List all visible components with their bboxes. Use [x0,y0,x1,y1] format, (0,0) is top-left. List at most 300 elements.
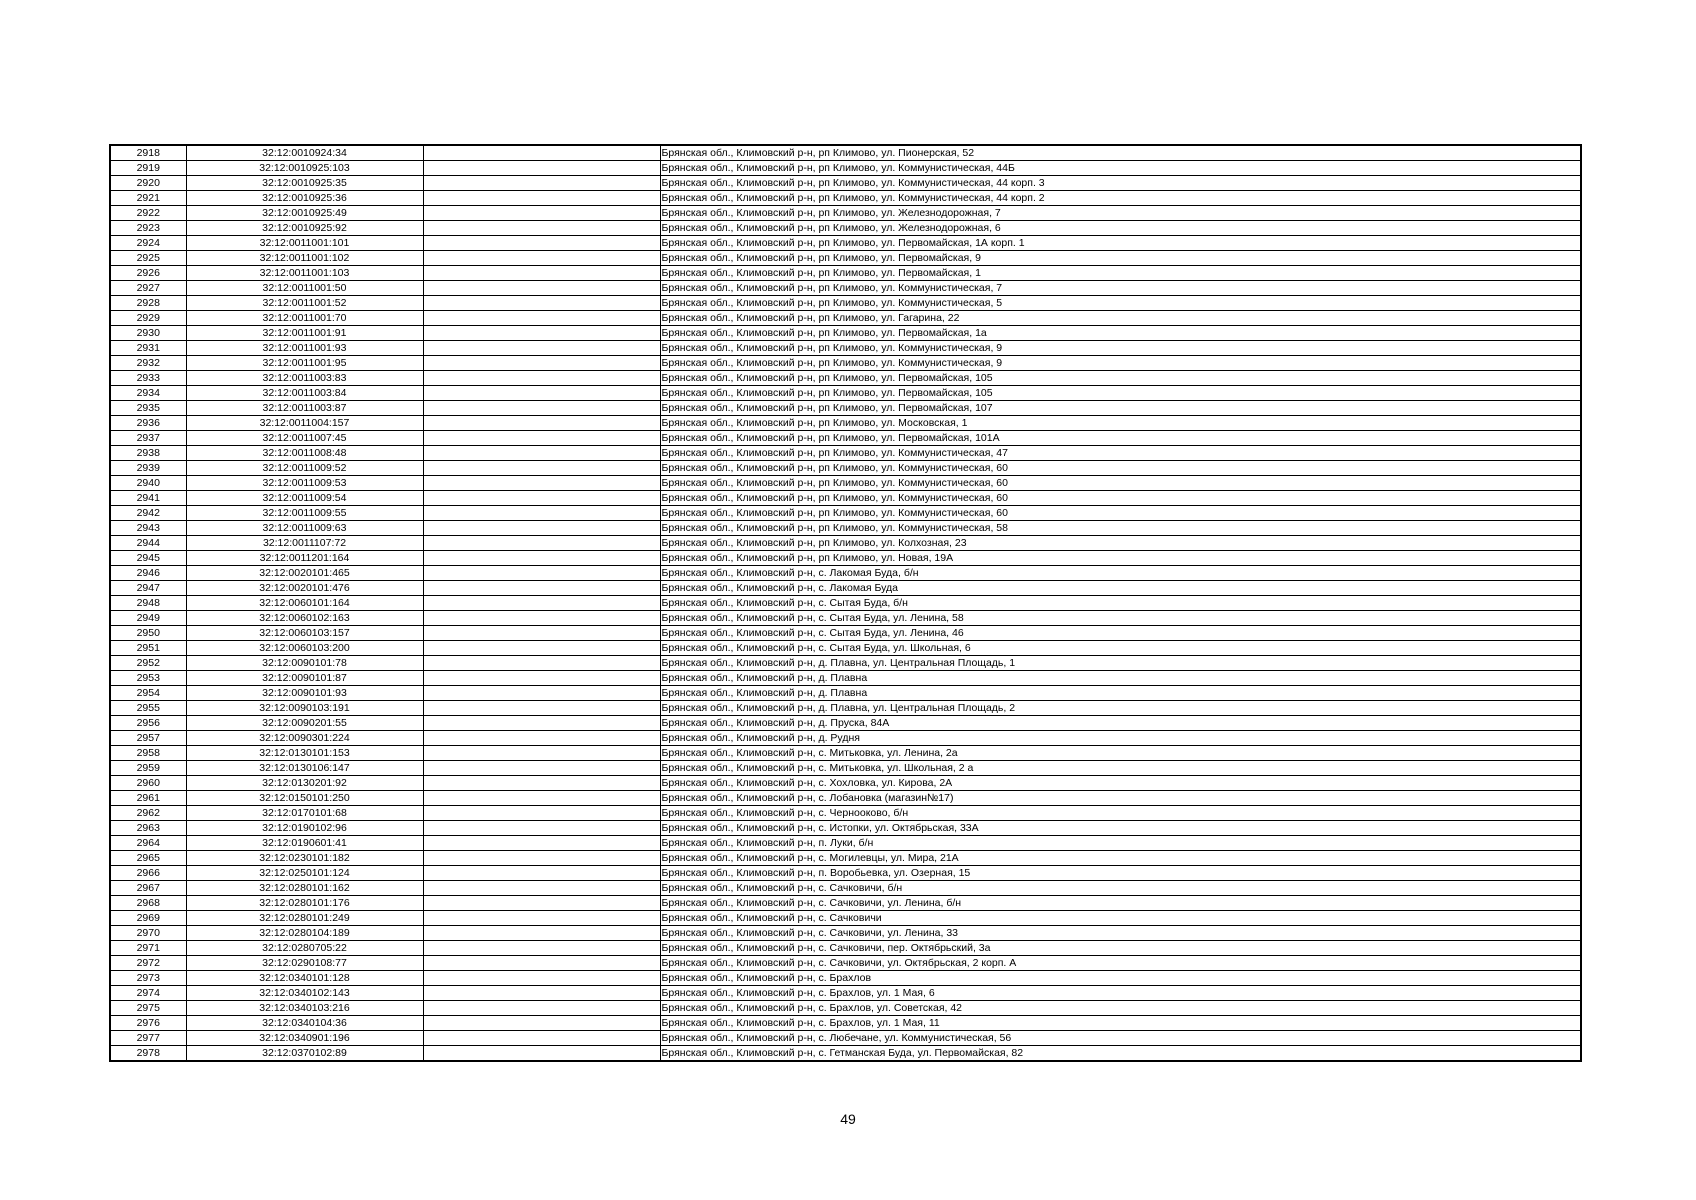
empty-cell [423,791,660,806]
cadastral-number-cell: 32:12:0090103:191 [186,701,423,716]
row-number-cell: 2969 [110,911,186,926]
empty-cell [423,746,660,761]
empty-cell [423,476,660,491]
address-cell: Брянская обл., Климовский р-н, рп Климово, ул. Коммунистическая, 60 [660,491,1581,506]
table-row [110,1001,1581,1016]
empty-cell [423,986,660,1001]
empty-cell [423,296,660,311]
address-cell: Брянская обл., Климовский р-н, рп Климово, ул. Пионерская, 52 [660,145,1581,161]
empty-cell [423,1031,660,1046]
row-number-cell: 2933 [110,371,186,386]
table-row [110,926,1581,941]
empty-cell [423,806,660,821]
empty-cell [423,911,660,926]
table-row [110,806,1581,821]
cadastral-number-cell: 32:12:0011003:87 [186,401,423,416]
row-number-cell: 2930 [110,326,186,341]
row-number-cell: 2978 [110,1046,186,1062]
empty-cell [423,551,660,566]
row-number-cell: 2977 [110,1031,186,1046]
cadastral-number-cell: 32:12:0011001:52 [186,296,423,311]
cadastral-number-cell: 32:12:0020101:465 [186,566,423,581]
address-cell: Брянская обл., Климовский р-н, рп Климово, ул. Коммунистическая, 47 [660,446,1581,461]
cadastral-number-cell: 32:12:0010924:34 [186,145,423,161]
cadastral-number-cell: 32:12:0170101:68 [186,806,423,821]
cadastral-number-cell: 32:12:0011003:84 [186,386,423,401]
cadastral-number-cell: 32:12:0340101:128 [186,971,423,986]
row-number-cell: 2948 [110,596,186,611]
row-number-cell: 2922 [110,206,186,221]
address-cell: Брянская обл., Климовский р-н, рп Климово, ул. Железнодорожная, 6 [660,221,1581,236]
row-number-cell: 2971 [110,941,186,956]
row-number-cell: 2967 [110,881,186,896]
row-number-cell: 2942 [110,506,186,521]
address-cell: Брянская обл., Климовский р-н, с. Лакомая Буда [660,581,1581,596]
table-row [110,716,1581,731]
table-row [110,656,1581,671]
address-cell: Брянская обл., Климовский р-н, рп Климово, ул. Коммунистическая, 44 корп. 3 [660,176,1581,191]
table-row [110,911,1581,926]
table-row [110,476,1581,491]
cadastral-number-cell: 32:12:0060103:157 [186,626,423,641]
table-row [110,761,1581,776]
address-cell: Брянская обл., Климовский р-н, рп Климово, ул. Коммунистическая, 44 корп. 2 [660,191,1581,206]
address-cell: Брянская обл., Климовский р-н, с. Любечане, ул. Коммунистическая, 56 [660,1031,1581,1046]
table-row [110,866,1581,881]
address-cell: Брянская обл., Климовский р-н, с. Брахлов, ул. Советская, 42 [660,1001,1581,1016]
empty-cell [423,386,660,401]
table-row [110,341,1581,356]
empty-cell [423,266,660,281]
cadastral-number-cell: 32:12:0090301:224 [186,731,423,746]
table-row [110,236,1581,251]
cadastral-number-cell: 32:12:0020101:476 [186,581,423,596]
cadastral-number-cell: 32:12:0011009:63 [186,521,423,536]
row-number-cell: 2931 [110,341,186,356]
table-row [110,311,1581,326]
table-row [110,956,1581,971]
address-cell: Брянская обл., Климовский р-н, с. Сытая Буда, ул. Ленина, 58 [660,611,1581,626]
table-row [110,986,1581,1001]
address-cell: Брянская обл., Климовский р-н, д. Плавна [660,671,1581,686]
table-row [110,566,1581,581]
row-number-cell: 2937 [110,431,186,446]
row-number-cell: 2968 [110,896,186,911]
address-cell: Брянская обл., Климовский р-н, с. Могилевцы, ул. Мира, 21А [660,851,1581,866]
table-row [110,896,1581,911]
empty-cell [423,1046,660,1062]
row-number-cell: 2935 [110,401,186,416]
empty-cell [423,356,660,371]
empty-cell [423,731,660,746]
empty-cell [423,941,660,956]
address-cell: Брянская обл., Климовский р-н, д. Пруска, 84А [660,716,1581,731]
row-number-cell: 2965 [110,851,186,866]
cadastral-number-cell: 32:12:0340102:143 [186,986,423,1001]
empty-cell [423,371,660,386]
empty-cell [423,641,660,656]
row-number-cell: 2945 [110,551,186,566]
table-row [110,266,1581,281]
cadastral-number-cell: 32:12:0010925:103 [186,161,423,176]
table-row [110,596,1581,611]
address-cell: Брянская обл., Климовский р-н, с. Сачковичи, ул. Ленина, б/н [660,896,1581,911]
cadastral-number-cell: 32:12:0010925:36 [186,191,423,206]
cadastral-number-cell: 32:12:0340104:36 [186,1016,423,1031]
address-cell: Брянская обл., Климовский р-н, рп Климово, ул. Первомайская, 9 [660,251,1581,266]
row-number-cell: 2946 [110,566,186,581]
table-row [110,1031,1581,1046]
cadastral-number-cell: 32:12:0280101:162 [186,881,423,896]
row-number-cell: 2921 [110,191,186,206]
cadastral-number-cell: 32:12:0011001:50 [186,281,423,296]
row-number-cell: 2927 [110,281,186,296]
table-row [110,281,1581,296]
table-row [110,251,1581,266]
row-number-cell: 2957 [110,731,186,746]
address-cell: Брянская обл., Климовский р-н, рп Климово, ул. Московская, 1 [660,416,1581,431]
address-cell: Брянская обл., Климовский р-н, рп Климово, ул. Коммунистическая, 9 [660,341,1581,356]
address-cell: Брянская обл., Климовский р-н, с. Сачковичи, ул. Октябрьская, 2 корп. А [660,956,1581,971]
address-cell: Брянская обл., Климовский р-н, с. Митьковка, ул. Школьная, 2 а [660,761,1581,776]
empty-cell [423,716,660,731]
cadastral-number-cell: 32:12:0090101:93 [186,686,423,701]
row-number-cell: 2961 [110,791,186,806]
address-cell: Брянская обл., Климовский р-н, с. Брахлов [660,971,1581,986]
empty-cell [423,926,660,941]
address-cell: Брянская обл., Климовский р-н, рп Климово, ул. Первомайская, 101А [660,431,1581,446]
cadastral-number-cell: 32:12:0011001:103 [186,266,423,281]
page-number: 49 [840,1111,856,1127]
empty-cell [423,836,660,851]
row-number-cell: 2940 [110,476,186,491]
row-number-cell: 2932 [110,356,186,371]
address-cell: Брянская обл., Климовский р-н, с. Гетманская Буда, ул. Первомайская, 82 [660,1046,1581,1062]
table-row [110,536,1581,551]
row-number-cell: 2955 [110,701,186,716]
table-row [110,581,1581,596]
table-row [110,776,1581,791]
cadastral-number-cell: 32:12:0011001:102 [186,251,423,266]
address-cell: Брянская обл., Климовский р-н, рп Климово, ул. Коммунистическая, 44Б [660,161,1581,176]
cadastral-number-cell: 32:12:0011201:164 [186,551,423,566]
row-number-cell: 2956 [110,716,186,731]
row-number-cell: 2964 [110,836,186,851]
address-cell: Брянская обл., Климовский р-н, с. Лобановка (магазин№17) [660,791,1581,806]
table-row [110,326,1581,341]
row-number-cell: 2934 [110,386,186,401]
address-cell: Брянская обл., Климовский р-н, рп Климово, ул. Коммунистическая, 58 [660,521,1581,536]
empty-cell [423,221,660,236]
cadastral-number-cell: 32:12:0190102:96 [186,821,423,836]
table-row [110,641,1581,656]
empty-cell [423,491,660,506]
cadastral-number-cell: 32:12:0230101:182 [186,851,423,866]
address-cell: Брянская обл., Климовский р-н, с. Сачковичи [660,911,1581,926]
row-number-cell: 2925 [110,251,186,266]
empty-cell [423,611,660,626]
address-cell: Брянская обл., Климовский р-н, рп Климово, ул. Коммунистическая, 7 [660,281,1581,296]
address-cell: Брянская обл., Климовский р-н, рп Климово, ул. Коммунистическая, 9 [660,356,1581,371]
address-cell: Брянская обл., Климовский р-н, д. Плавна [660,686,1581,701]
cadastral-number-cell: 32:12:0280705:22 [186,941,423,956]
cadastral-number-cell: 32:12:0060101:164 [186,596,423,611]
row-number-cell: 2952 [110,656,186,671]
row-number-cell: 2960 [110,776,186,791]
table-row [110,161,1581,176]
table-row [110,731,1581,746]
cadastral-number-cell: 32:12:0011001:93 [186,341,423,356]
row-number-cell: 2972 [110,956,186,971]
cadastral-number-cell: 32:12:0280101:176 [186,896,423,911]
address-cell: Брянская обл., Климовский р-н, с. Чернооково, б/н [660,806,1581,821]
cadastral-number-cell: 32:12:0190601:41 [186,836,423,851]
cadastral-number-cell: 32:12:0011001:91 [186,326,423,341]
address-cell: Брянская обл., Климовский р-н, п. Луки, б/н [660,836,1581,851]
empty-cell [423,311,660,326]
empty-cell [423,521,660,536]
row-number-cell: 2923 [110,221,186,236]
empty-cell [423,881,660,896]
address-cell: Брянская обл., Климовский р-н, рп Климово, ул. Коммунистическая, 60 [660,461,1581,476]
row-number-cell: 2975 [110,1001,186,1016]
cadastral-number-cell: 32:12:0011004:157 [186,416,423,431]
row-number-cell: 2939 [110,461,186,476]
address-cell: Брянская обл., Климовский р-н, д. Рудня [660,731,1581,746]
cadastral-number-cell: 32:12:0250101:124 [186,866,423,881]
row-number-cell: 2951 [110,641,186,656]
cadastral-number-cell: 32:12:0090101:87 [186,671,423,686]
address-cell: Брянская обл., Климовский р-н, рп Климово, ул. Гагарина, 22 [660,311,1581,326]
row-number-cell: 2943 [110,521,186,536]
row-number-cell: 2938 [110,446,186,461]
address-cell: Брянская обл., Климовский р-н, с. Сачковичи, ул. Ленина, 33 [660,926,1581,941]
row-number-cell: 2976 [110,1016,186,1031]
cadastral-number-cell: 32:12:0010925:49 [186,206,423,221]
row-number-cell: 2963 [110,821,186,836]
empty-cell [423,506,660,521]
table-row [110,626,1581,641]
cadastral-number-cell: 32:12:0011001:70 [186,311,423,326]
table-row [110,671,1581,686]
table-row [110,356,1581,371]
empty-cell [423,145,660,161]
row-number-cell: 2954 [110,686,186,701]
empty-cell [423,281,660,296]
table-row [110,746,1581,761]
cadastral-number-cell: 32:12:0011009:54 [186,491,423,506]
empty-cell [423,206,660,221]
cadastral-number-cell: 32:12:0090201:55 [186,716,423,731]
row-number-cell: 2926 [110,266,186,281]
empty-cell [423,401,660,416]
table-row [110,371,1581,386]
empty-cell [423,191,660,206]
empty-cell [423,971,660,986]
empty-cell [423,326,660,341]
cadastral-number-cell: 32:12:0010925:92 [186,221,423,236]
row-number-cell: 2962 [110,806,186,821]
table-row [110,686,1581,701]
row-number-cell: 2966 [110,866,186,881]
cadastral-number-cell: 32:12:0011009:52 [186,461,423,476]
empty-cell [423,701,660,716]
table-row [110,1016,1581,1031]
row-number-cell: 2974 [110,986,186,1001]
row-number-cell: 2918 [110,145,186,161]
address-cell: Брянская обл., Климовский р-н, рп Климово, ул. Первомайская, 1а [660,326,1581,341]
cadastral-number-cell: 32:12:0290108:77 [186,956,423,971]
address-cell: Брянская обл., Климовский р-н, рп Климово, ул. Колхозная, 23 [660,536,1581,551]
table-row [110,491,1581,506]
address-cell: Брянская обл., Климовский р-н, с. Брахлов, ул. 1 Мая, 11 [660,1016,1581,1031]
cadastral-number-cell: 32:12:0011003:83 [186,371,423,386]
cadastral-number-cell: 32:12:0060102:163 [186,611,423,626]
cadastral-number-cell: 32:12:0370102:89 [186,1046,423,1062]
empty-cell [423,821,660,836]
empty-cell [423,686,660,701]
empty-cell [423,851,660,866]
row-number-cell: 2928 [110,296,186,311]
address-cell: Брянская обл., Климовский р-н, с. Брахлов, ул. 1 Мая, 6 [660,986,1581,1001]
address-cell: Брянская обл., Климовский р-н, рп Климово, ул. Первомайская, 107 [660,401,1581,416]
table-row [110,431,1581,446]
table-row [110,446,1581,461]
address-cell: Брянская обл., Климовский р-н, рп Климово, ул. Железнодорожная, 7 [660,206,1581,221]
table-row [110,611,1581,626]
cadastral-number-cell: 32:12:0280104:189 [186,926,423,941]
address-cell: Брянская обл., Климовский р-н, рп Климово, ул. Первомайская, 105 [660,371,1581,386]
table-row [110,1046,1581,1062]
cadastral-number-cell: 32:12:0011008:48 [186,446,423,461]
row-number-cell: 2929 [110,311,186,326]
table-row [110,836,1581,851]
cadastral-number-cell: 32:12:0011009:53 [186,476,423,491]
table-row [110,881,1581,896]
table-row [110,521,1581,536]
row-number-cell: 2959 [110,761,186,776]
address-cell: Брянская обл., Климовский р-н, с. Истопки, ул. Октябрьская, 33А [660,821,1581,836]
address-cell: Брянская обл., Климовский р-н, рп Климово, ул. Первомайская, 105 [660,386,1581,401]
address-cell: Брянская обл., Климовский р-н, д. Плавна, ул. Центральная Площадь, 2 [660,701,1581,716]
table-row [110,941,1581,956]
table-row [110,176,1581,191]
table-row [110,401,1581,416]
registry-table-body [110,145,1581,1061]
cadastral-number-cell: 32:12:0010925:35 [186,176,423,191]
cadastral-number-cell: 32:12:0130201:92 [186,776,423,791]
empty-cell [423,341,660,356]
table-row [110,506,1581,521]
address-cell: Брянская обл., Климовский р-н, рп Климово, ул. Первомайская, 1А корп. 1 [660,236,1581,251]
empty-cell [423,761,660,776]
cadastral-number-cell: 32:12:0011009:55 [186,506,423,521]
table-row [110,821,1581,836]
address-cell: Брянская обл., Климовский р-н, с. Митьковка, ул. Ленина, 2а [660,746,1581,761]
empty-cell [423,176,660,191]
address-cell: Брянская обл., Климовский р-н, рп Климово, ул. Коммунистическая, 60 [660,506,1581,521]
row-number-cell: 2958 [110,746,186,761]
table-row [110,851,1581,866]
cadastral-number-cell: 32:12:0011001:101 [186,236,423,251]
table-row [110,386,1581,401]
address-cell: Брянская обл., Климовский р-н, с. Сачковичи, б/н [660,881,1581,896]
empty-cell [423,1016,660,1031]
empty-cell [423,461,660,476]
cadastral-number-cell: 32:12:0150101:250 [186,791,423,806]
table-row [110,701,1581,716]
empty-cell [423,416,660,431]
address-cell: Брянская обл., Климовский р-н, с. Сытая Буда, ул. Ленина, 46 [660,626,1581,641]
empty-cell [423,656,660,671]
row-number-cell: 2920 [110,176,186,191]
table-row [110,461,1581,476]
empty-cell [423,161,660,176]
row-number-cell: 2936 [110,416,186,431]
table-row [110,191,1581,206]
address-cell: Брянская обл., Климовский р-н, рп Климово, ул. Первомайская, 1 [660,266,1581,281]
address-cell: Брянская обл., Климовский р-н, с. Хохловка, ул. Кирова, 2А [660,776,1581,791]
empty-cell [423,956,660,971]
cadastral-number-cell: 32:12:0011007:45 [186,431,423,446]
empty-cell [423,896,660,911]
empty-cell [423,596,660,611]
address-cell: Брянская обл., Климовский р-н, рп Климово, ул. Коммунистическая, 5 [660,296,1581,311]
table-row [110,221,1581,236]
row-number-cell: 2973 [110,971,186,986]
address-cell: Брянская обл., Климовский р-н, рп Климово, ул. Коммунистическая, 60 [660,476,1581,491]
table-row [110,206,1581,221]
cadastral-number-cell: 32:12:0280101:249 [186,911,423,926]
property-registry-table [109,144,1582,1062]
empty-cell [423,446,660,461]
cadastral-number-cell: 32:12:0011001:95 [186,356,423,371]
table-row [110,791,1581,806]
empty-cell [423,566,660,581]
empty-cell [423,236,660,251]
row-number-cell: 2944 [110,536,186,551]
table-row [110,416,1581,431]
cadastral-number-cell: 32:12:0130106:147 [186,761,423,776]
cadastral-number-cell: 32:12:0060103:200 [186,641,423,656]
empty-cell [423,866,660,881]
empty-cell [423,251,660,266]
table-row [110,296,1581,311]
cadastral-number-cell: 32:12:0340901:196 [186,1031,423,1046]
table-row [110,551,1581,566]
empty-cell [423,431,660,446]
cadastral-number-cell: 32:12:0090101:78 [186,656,423,671]
row-number-cell: 2953 [110,671,186,686]
cadastral-number-cell: 32:12:0011107:72 [186,536,423,551]
address-cell: Брянская обл., Климовский р-н, с. Сачковичи, пер. Октябрьский, 3а [660,941,1581,956]
cadastral-number-cell: 32:12:0130101:153 [186,746,423,761]
table-row [110,971,1581,986]
address-cell: Брянская обл., Климовский р-н, с. Сытая Буда, б/н [660,596,1581,611]
empty-cell [423,536,660,551]
address-cell: Брянская обл., Климовский р-н, рп Климово, ул. Новая, 19А [660,551,1581,566]
empty-cell [423,581,660,596]
row-number-cell: 2941 [110,491,186,506]
row-number-cell: 2970 [110,926,186,941]
empty-cell [423,626,660,641]
row-number-cell: 2950 [110,626,186,641]
address-cell: Брянская обл., Климовский р-н, с. Сытая Буда, ул. Школьная, 6 [660,641,1581,656]
row-number-cell: 2949 [110,611,186,626]
cadastral-number-cell: 32:12:0340103:216 [186,1001,423,1016]
address-cell: Брянская обл., Климовский р-н, д. Плавна, ул. Центральная Площадь, 1 [660,656,1581,671]
address-cell: Брянская обл., Климовский р-н, п. Воробьевка, ул. Озерная, 15 [660,866,1581,881]
